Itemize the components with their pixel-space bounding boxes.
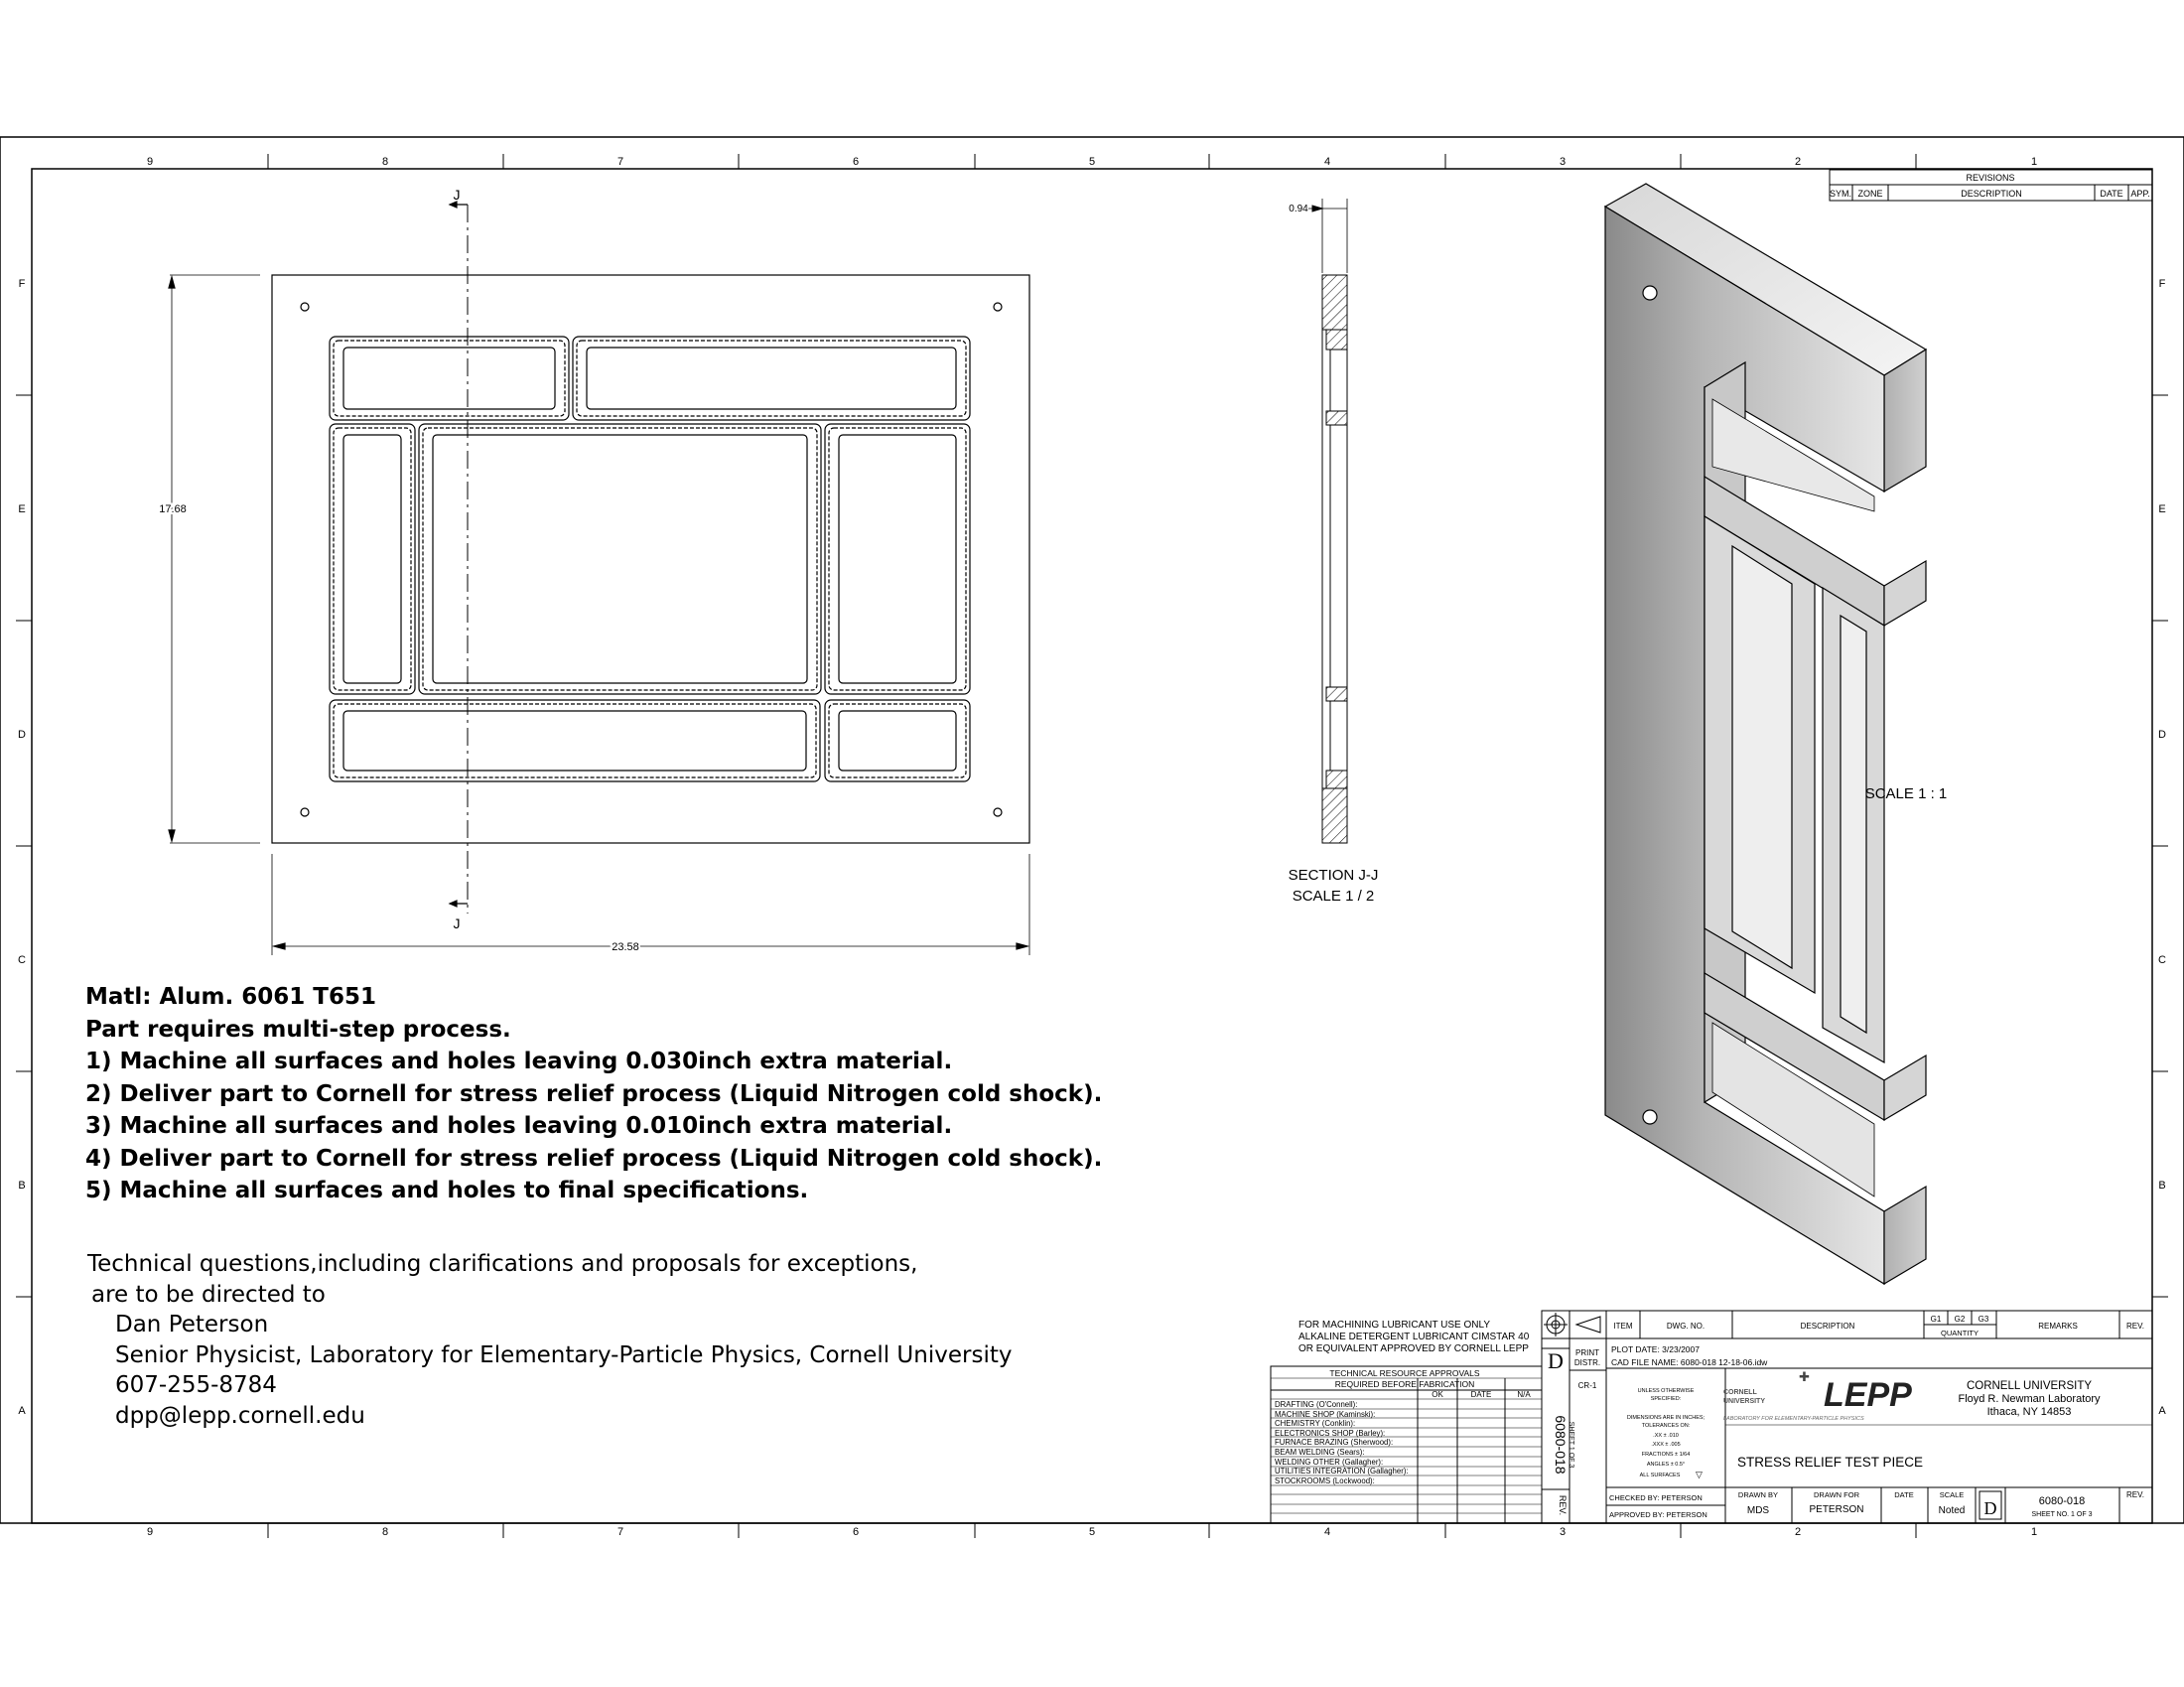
drawn-by: MDS (1746, 1505, 1770, 1516)
tolerance-line: DIMENSIONS ARE IN INCHES; (1626, 1415, 1706, 1421)
rev-header: DESCRIPTION (1961, 189, 2022, 199)
logo-cornell: CORNELL (1723, 1389, 1757, 1396)
tb-header: REMARKS (2038, 1322, 2078, 1331)
cad-file: CAD FILE NAME: 6080-018 12-18-06.idw (1611, 1357, 1768, 1367)
cr-label: CR-1 (1577, 1381, 1597, 1390)
sheet-number: SHEET NO. 1 OF 3 (2031, 1511, 2093, 1518)
tolerance-line: .XX ± .010 (1653, 1433, 1679, 1439)
logo-university: UNIVERSITY (1723, 1398, 1766, 1405)
fabrication-notes (85, 981, 1102, 1207)
col-label: 5 (1088, 1526, 1096, 1538)
contact-title: Senior Physicist, Laboratory for Elementary-Particle Physics, Cornell University (115, 1341, 1013, 1368)
col-label: 4 (1323, 156, 1331, 168)
dwg-number: 6080-018 (2038, 1495, 2086, 1507)
scale-value: Noted (1938, 1505, 1966, 1516)
col-label: 6 (852, 156, 860, 168)
note-line: 5) Machine all surfaces and holes to final specifications. (85, 1178, 809, 1203)
logo-lepp: LEPP (1824, 1376, 1912, 1414)
row-label: E (18, 503, 26, 515)
row-label: E (2158, 503, 2166, 515)
section-title: SECTION J-J (1288, 867, 1379, 884)
mount-hole (994, 303, 1002, 311)
tolerance-line: SPECIFIED: (1650, 1396, 1682, 1402)
contact-email: dpp@lepp.cornell.edu (115, 1402, 365, 1429)
rev-vertical: REV. (1558, 1494, 1568, 1516)
contact-line-1: Technical questions,including clarifications and proposals for exceptions, (87, 1251, 918, 1277)
note-material: Matl: Alum. 6061 T651 (85, 984, 376, 1010)
approvals-title-2: REQUIRED BEFORE FABRICATION (1334, 1379, 1475, 1389)
dim-width: 23.58 (612, 941, 639, 953)
approvals-title-1: TECHNICAL RESOURCE APPROVALS (1329, 1368, 1480, 1378)
mount-hole (301, 808, 309, 816)
col-label: 3 (1559, 1526, 1567, 1538)
vertical-dwg-number: 6080-018 (1553, 1415, 1569, 1475)
note-line: 2) Deliver part to Cornell for stress relief process (Liquid Nitrogen cold shock). (85, 1080, 1103, 1107)
approval-row: STOCKROOMS (Lockwood): (1275, 1476, 1375, 1485)
approval-row: BEAM WELDING (Sears): (1275, 1448, 1365, 1457)
section-scale: SCALE 1 / 2 (1292, 888, 1375, 905)
isometric-view (1605, 184, 1926, 1284)
col-label: 9 (146, 1526, 154, 1538)
tolerance-line: UNLESS OTHERWISE (1637, 1388, 1695, 1394)
col-label: 1 (2030, 156, 2038, 168)
note-line: 1) Machine all surfaces and holes leaving 0.030inch extra material. (85, 1049, 953, 1074)
row-label: B (18, 1180, 26, 1192)
note-line: 4) Deliver part to Cornell for stress relief process (Liquid Nitrogen cold shock). (85, 1145, 1103, 1172)
tb-header: G1 (1930, 1315, 1942, 1324)
row-label: B (2158, 1180, 2166, 1192)
row-label: C (18, 954, 26, 966)
size-letter: D (1548, 1348, 1564, 1373)
logo-subtitle: LABORATORY FOR ELEMENTARY-PARTICLE PHYSICS (1723, 1416, 1864, 1422)
note-line: Part requires multi-step process. (85, 1016, 511, 1043)
rev-header: APP. (2130, 189, 2150, 199)
row-label: A (2158, 1405, 2166, 1417)
col-label: 2 (1794, 1526, 1802, 1538)
col-label: 7 (616, 1526, 624, 1538)
cut-label-bottom: J (453, 915, 461, 931)
mount-hole (301, 303, 309, 311)
col-label: 3 (1559, 156, 1567, 168)
lube-note-3: OR EQUIVALENT APPROVED BY CORNELL LEPP (1298, 1343, 1529, 1354)
col-label: 2 (1794, 156, 1802, 168)
rev-header: ZONE (1857, 189, 1883, 199)
revisions-title: REVISIONS (1966, 173, 2015, 183)
tb-header: DESCRIPTION (1800, 1322, 1855, 1331)
rev-header: SYM. (1829, 189, 1852, 199)
iso-scale: SCALE 1 : 1 (1864, 785, 1948, 802)
scale-label: SCALE (1939, 1490, 1965, 1499)
col-label: 4 (1323, 1526, 1331, 1538)
approval-row: UTILITIES INTEGRATION (Gallagher): (1275, 1467, 1409, 1476)
org-line-1: CORNELL UNIVERSITY (1966, 1380, 2093, 1392)
approval-row: MACHINE SHOP (Kaminski): (1275, 1410, 1376, 1419)
contact-line-2: are to be directed to (91, 1281, 326, 1308)
tb-header: REV. (2126, 1322, 2144, 1331)
part-title: STRESS RELIEF TEST PIECE (1737, 1455, 1924, 1470)
pockets (330, 337, 970, 781)
tb-header: DWG. NO. (1666, 1322, 1706, 1331)
contact-phone: 607-255-8784 (115, 1372, 277, 1398)
row-label: F (2158, 278, 2166, 290)
col-label: 1 (2030, 1526, 2038, 1538)
col-label: 6 (852, 1526, 860, 1538)
col-label: 5 (1088, 156, 1096, 168)
row-label: A (18, 1405, 26, 1417)
approved-by: APPROVED BY: PETERSON (1609, 1510, 1707, 1519)
row-label: D (18, 729, 26, 741)
approval-row: CHEMISTRY (Conklin): (1275, 1419, 1356, 1428)
tb-header: G3 (1978, 1315, 1989, 1324)
plot-date: PLOT DATE: 3/23/2007 (1611, 1344, 1700, 1354)
tb-header: QUANTITY (1941, 1329, 1979, 1337)
logo-emblem-icon: ✚ (1799, 1369, 1810, 1384)
tb-header: G2 (1954, 1315, 1966, 1324)
col-label: 9 (146, 156, 154, 168)
row-label: F (18, 278, 26, 290)
contact-name: Dan Peterson (115, 1312, 269, 1337)
drawn-by-label: DRAWN BY (1737, 1490, 1779, 1499)
date-label: DATE (1894, 1490, 1914, 1499)
approval-header: N/A (1517, 1390, 1531, 1399)
approval-row: WELDING OTHER (Gallagher): (1275, 1458, 1384, 1467)
drawn-for-label: DRAWN FOR (1814, 1490, 1859, 1499)
note-line: 3) Machine all surfaces and holes leaving 0.010inch extra material. (85, 1113, 953, 1139)
approval-row: ELECTRONICS SHOP (Barley): (1275, 1429, 1386, 1438)
print-distr-2: DISTR. (1573, 1358, 1601, 1367)
section-view (1308, 199, 1347, 843)
surface-finish-icon: ▽ (1696, 1470, 1703, 1479)
col-label: 7 (616, 156, 624, 168)
tolerance-line: ALL SURFACES (1639, 1473, 1681, 1478)
mount-hole (994, 808, 1002, 816)
approval-row: FURNACE BRAZING (Sherwood): (1275, 1438, 1394, 1447)
approval-header: OK (1432, 1390, 1443, 1399)
approval-header: DATE (1470, 1390, 1492, 1399)
tolerance-line: ANGLES ± 0.5° (1646, 1462, 1686, 1468)
dim-height: 17.68 (159, 503, 187, 515)
col-label: 8 (381, 156, 389, 168)
dim-thickness: 0.94 (1289, 204, 1308, 214)
plate-outline (272, 275, 1029, 843)
tolerance-line: TOLERANCES ON: (1641, 1423, 1691, 1429)
checked-by: CHECKED BY: PETERSON (1609, 1493, 1703, 1502)
row-label: D (2158, 729, 2166, 741)
lube-note-1: FOR MACHINING LUBRICANT USE ONLY (1298, 1320, 1490, 1331)
tolerance-line: .XXX ± .005 (1651, 1442, 1681, 1448)
tolerance-line: FRACTIONS ± 1/64 (1641, 1452, 1691, 1458)
rev-label: REV. (2126, 1490, 2144, 1499)
org-line-3: Ithaca, NY 14853 (1986, 1406, 2072, 1418)
org-line-2: Floyd R. Newman Laboratory (1958, 1393, 2101, 1405)
size-letter-2: D (1983, 1498, 1997, 1518)
front-view (169, 202, 1029, 955)
tb-header: ITEM (1613, 1322, 1633, 1331)
col-label: 8 (381, 1526, 389, 1538)
vertical-sheet: SHEET 1 OF 3 (1568, 1421, 1574, 1469)
row-label: C (2158, 954, 2166, 966)
approval-row: DRAFTING (O'Connell): (1275, 1400, 1358, 1409)
drawn-for: PETERSON (1809, 1504, 1864, 1515)
cut-label-top: J (453, 187, 461, 203)
lube-note-2: ALKALINE DETERGENT LUBRICANT CIMSTAR 40 (1298, 1332, 1530, 1342)
contact-block (87, 1249, 1012, 1431)
rev-header: DATE (2100, 189, 2123, 199)
print-distr-1: PRINT (1575, 1348, 1599, 1357)
